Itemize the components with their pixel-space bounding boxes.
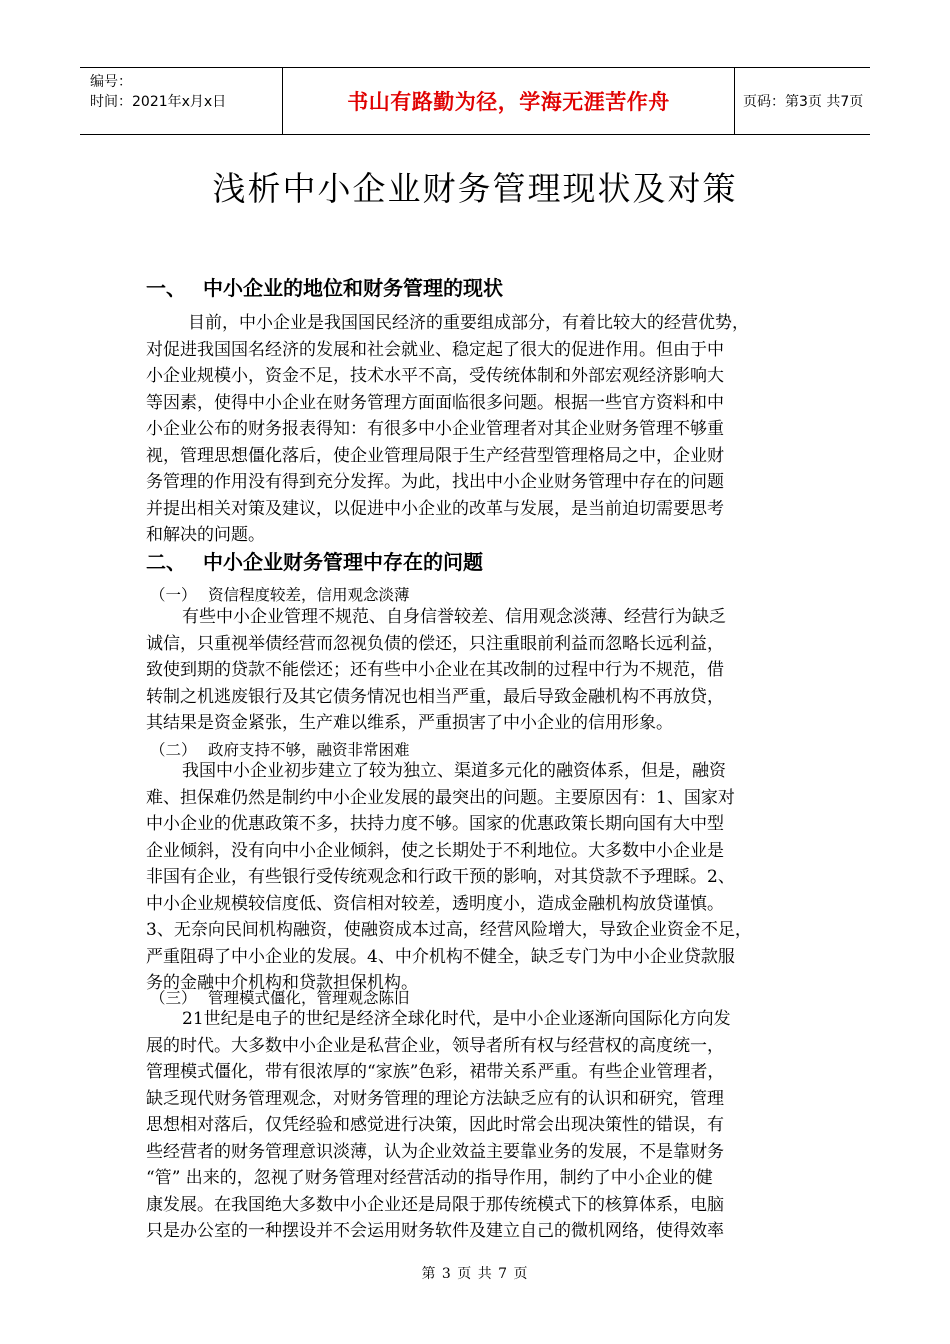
section-1-title: 中小企业的地位和财务管理的现状 <box>203 276 503 300</box>
page-header-table <box>80 67 870 135</box>
date-label: 时间：2021年x月x日 <box>90 94 227 110</box>
paragraph-line: 务管理的作用没有得到充分发挥。为此，找出中小企业财务管理中存在的问题 <box>146 472 724 492</box>
section-2-heading <box>146 546 483 575</box>
section-2-title: 中小企业财务管理中存在的问题 <box>203 550 483 574</box>
section-1-number: 一、 <box>146 276 186 300</box>
paragraph-line: 中小企业的优惠政策不多，扶持力度不够。国家的优惠政策长期向国有大中型 <box>146 814 724 834</box>
paragraph-line: 管理模式僵化，带有很浓厚的“家族”色彩，裙带关系严重。有些企业管理者， <box>146 1062 725 1082</box>
section-1-paragraph <box>146 310 811 549</box>
page-info: 页码：第3页 共7页 <box>743 94 864 110</box>
paragraph-line: 致使到期的贷款不能偿还；还有些中小企业在其改制的过程中行为不规范，借 <box>146 660 724 680</box>
paragraph-line: 康发展。在我国绝大多数中小企业还是局限于那传统模式下的核算体系，电脑 <box>146 1194 724 1215</box>
subsection-1-paragraph <box>146 604 811 737</box>
subsection-2-number: （二） <box>150 741 197 759</box>
subsection-3-number: （三） <box>150 989 197 1007</box>
paragraph-line: 些经营者的财务管理意识淡薄，认为企业效益主要靠业务的发展，不是靠财务 <box>146 1141 724 1162</box>
paragraph-line: 只是办公室的一种摆设并不会运用财务软件及建立自己的微机网络，使得效率 <box>146 1221 724 1241</box>
paragraph-line: 务的金融中介机构和贷款担保机构。 <box>146 973 418 993</box>
paragraph-line: 非国有企业，有些银行受传统观念和行政干预的影响，对其贷款不予理睬。2、 <box>146 867 735 887</box>
header-motto-cell <box>282 68 735 134</box>
subsection-3-paragraph <box>146 1006 811 1245</box>
paragraph-line: 和解决的问题。 <box>146 525 265 545</box>
paragraph-line: 小企业规模小，资金不足，技术水平不高，受传统体制和外部宏观经济影响大 <box>146 366 724 386</box>
paragraph-line: 思想相对落后，仅凭经验和感觉进行决策，因此时常会出现决策性的错误，有 <box>146 1115 724 1135</box>
paragraph-line: 中小企业规模较信度低、资信相对较差，透明度小，造成金融机构放贷谨慎。 <box>146 893 724 914</box>
paragraph-line: 诚信，只重视举债经营而忽视负债的偿还，只注重眼前利益而忽略长远利益， <box>146 633 724 654</box>
paragraph-line: 其结果是资金紧张，生产难以维系，严重损害了中小企业的信用形象。 <box>146 713 673 733</box>
motto: 书山有路勤为径，学海无涯苦作舟 <box>347 90 670 114</box>
paragraph-line: 我国中小企业初步建立了较为独立、渠道多元化的融资体系，但是，融资 <box>182 761 726 781</box>
paragraph-line: 小企业公布的财务报表得知：有很多中小企业管理者对其企业财务管理不够重 <box>146 419 724 439</box>
paragraph-line: 企业倾斜，没有向中小企业倾斜，使之长期处于不利地位。大多数中小企业是 <box>146 840 724 861</box>
subsection-1-title: 资信程度较差，信用观念淡薄 <box>208 586 410 604</box>
paragraph-line: 有些中小企业管理不规范、自身信誉较差、信用观念淡薄、经营行为缺乏 <box>182 607 726 627</box>
subsection-3-title: 管理模式僵化，管理观念陈旧 <box>208 989 410 1007</box>
paragraph-line: 转制之机逃废银行及其它债务情况也相当严重，最后导致金融机构不再放贷， <box>146 686 724 707</box>
section-2-number: 二、 <box>146 550 186 574</box>
header-page-info <box>735 68 870 134</box>
subsection-2-paragraph <box>146 758 811 997</box>
section-1-heading <box>146 272 503 301</box>
paragraph-line: 对促进我国国名经济的发展和社会就业、稳定起了很大的促进作用。但由于中 <box>146 339 724 360</box>
header-meta <box>80 68 282 134</box>
page-footer: 第 3 页 共 7 页 <box>421 1266 529 1282</box>
paragraph-line: 目前，中小企业是我国国民经济的重要组成部分，有着比较大的经营优势， <box>188 313 749 333</box>
number-label: 编号： <box>90 74 132 90</box>
paragraph-line: 缺乏现代财务管理观念，对财务管理的理论方法缺乏应有的认识和研究，管理 <box>146 1088 724 1109</box>
paragraph-line: 等因素，使得中小企业在财务管理方面面临很多问题。根据一些官方资料和中 <box>146 392 724 413</box>
paragraph-line: 视，管理思想僵化落后，使企业管理局限于生产经营型管理格局之中，企业财 <box>146 445 724 466</box>
subsection-2-title: 政府支持不够，融资非常困难 <box>208 741 410 759</box>
subsection-1-number: （一） <box>150 586 197 604</box>
paragraph-line: 展的时代。大多数中小企业是私营企业，领导者所有权与经营权的高度统一， <box>146 1035 724 1056</box>
paragraph-line: 并提出相关对策及建议，以促进中小企业的改革与发展，是当前迫切需要思考 <box>146 498 724 519</box>
paragraph-line: 3、无奈向民间机构融资，使融资成本过高，经营风险增大，导致企业资金不足， <box>146 920 752 940</box>
subsection-3-heading <box>150 986 410 1008</box>
subsection-2-heading <box>150 738 410 760</box>
paragraph-line: 难、担保难仍然是制约中小企业发展的最突出的问题。主要原因有：1、国家对 <box>146 787 735 808</box>
paragraph-line: 21世纪是电子的世纪是经济全球化时代，是中小企业逐渐向国际化方向发 <box>182 1009 731 1029</box>
paragraph-line: 严重阻碍了中小企业的发展。4、中介机构不健全，缺乏专门为中小企业贷款服 <box>146 946 735 967</box>
paragraph-line: “管” 出来的，忽视了财务管理对经营活动的指导作用，制约了中小企业的健 <box>146 1168 713 1188</box>
document-title: 浅析中小企业财务管理现状及对策 <box>212 169 738 208</box>
subsection-1-heading <box>150 583 410 605</box>
